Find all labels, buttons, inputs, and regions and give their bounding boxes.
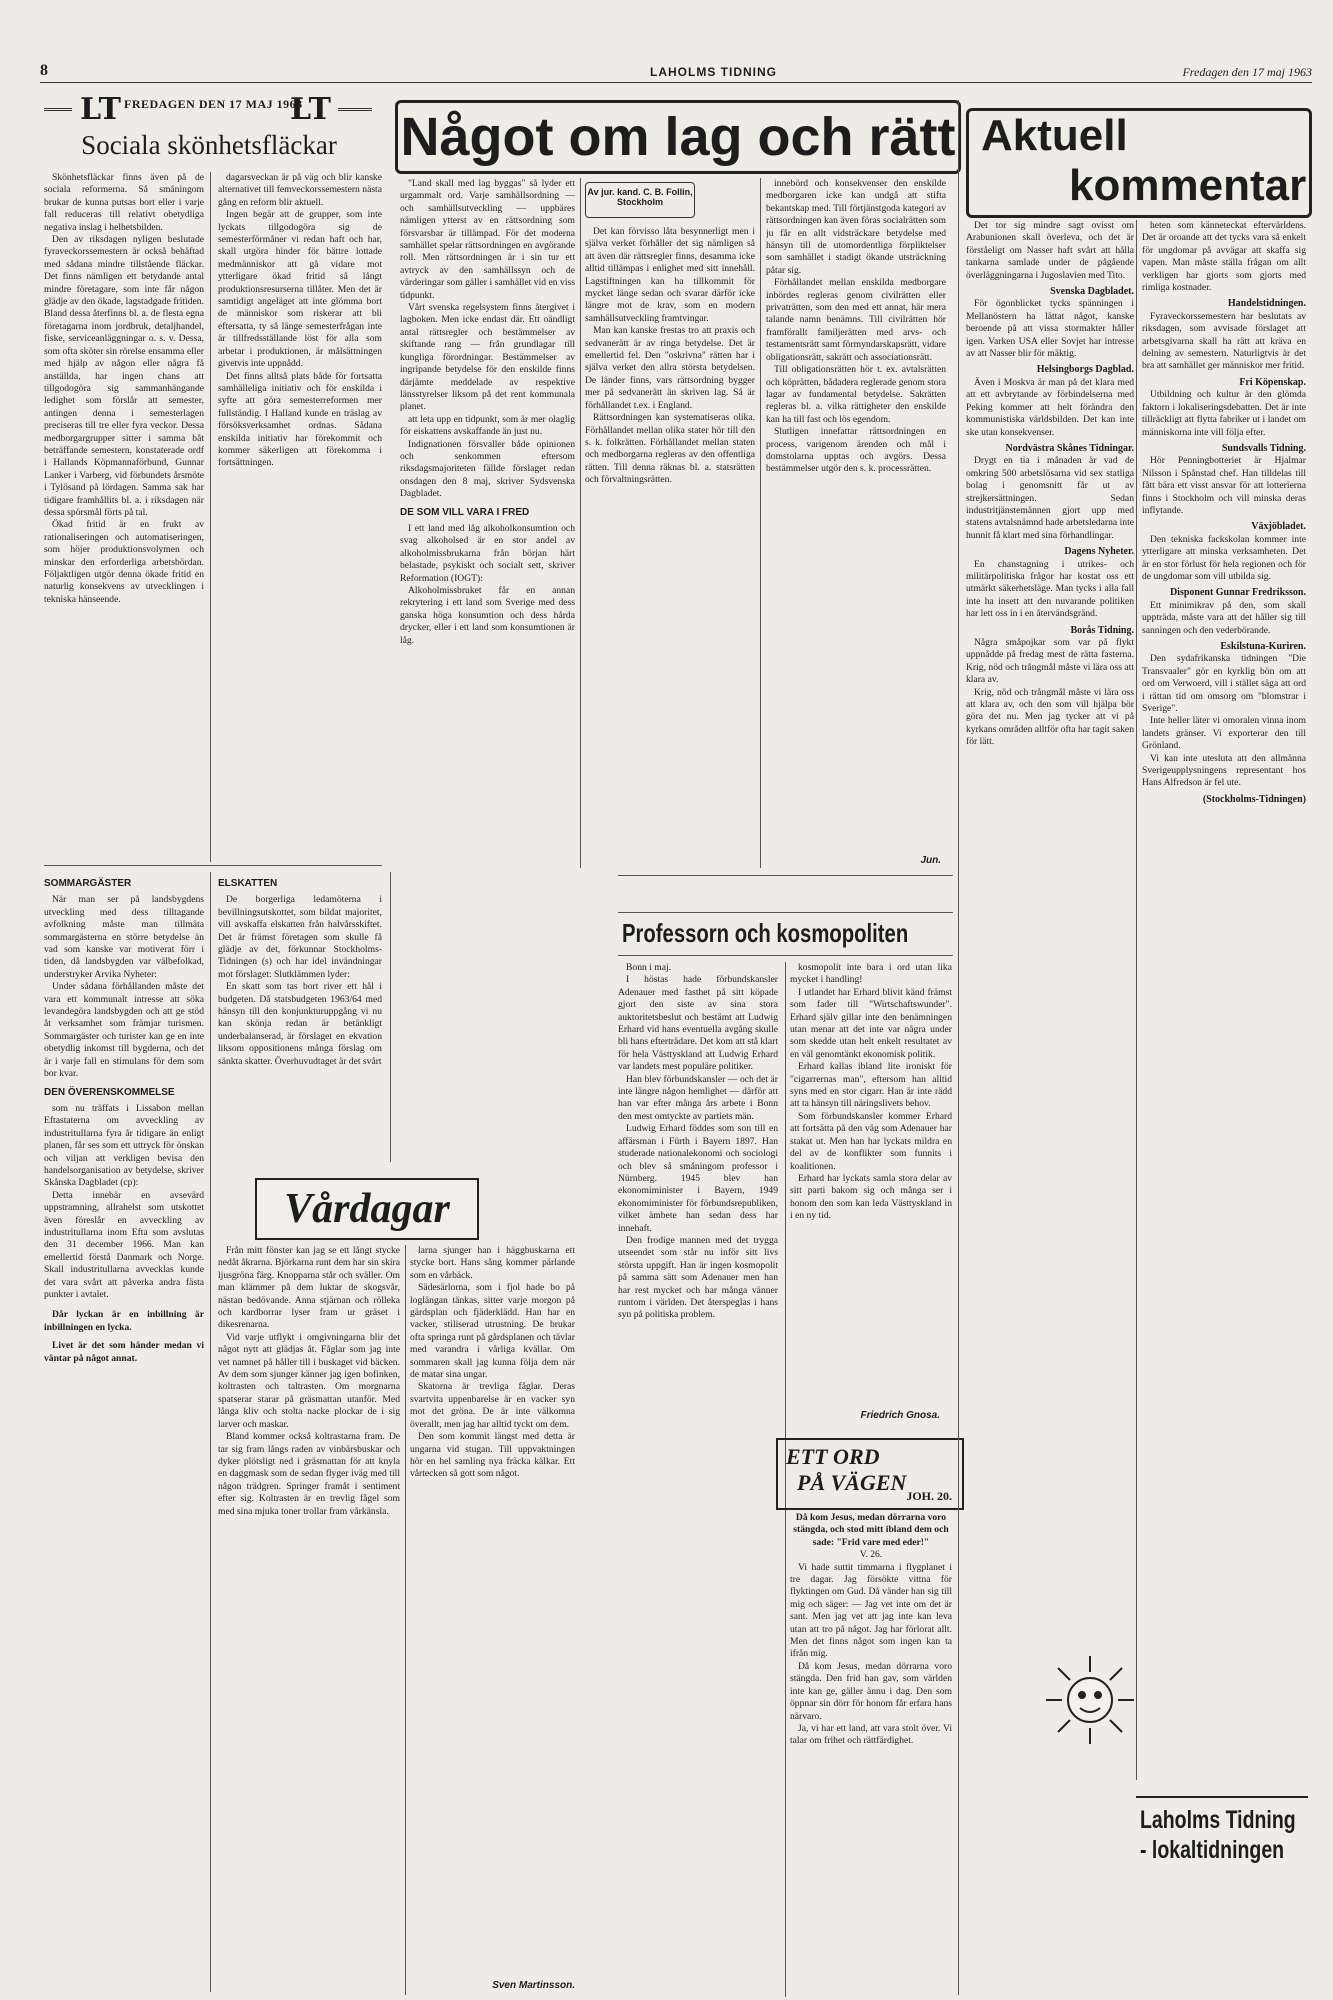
lag-para: Slutligen innefattar rättsordningen en process, varigenom ärenden och mål i domstolarna upptas och avgörs. Dessa bestämmelser utgör den s. k. processrätten.: [766, 426, 946, 475]
lt-para: Ökad fritid är en frukt av rationaliseringen och automatiseringen, som höjer produktionsvolymen och minskar den erforderliga arbetsbördan. Följaktligen utgör denna ökade fritid en naturlig konsekvens av utvecklingen i tekniska hänseende.: [44, 519, 204, 605]
lag-para: Till obligationsrätten hör t. ex. avtalsrätten och köprätten, bådadera reglerade genom stora lagar av fundamental betydelse. Sakrätten regleras bl. a. vilka rättigheter den enskilde kan ha till fast och lös egendom.: [766, 364, 946, 425]
aktuell-source: Disponent Gunnar Fredriksson.: [1169, 587, 1306, 599]
lag-col-3: [766, 178, 946, 848]
aktuell-para: Några småpojkar som var på flykt uppnådde på fredag mest de rätta fasterna. Krig, nöd och trångmål måste vi lära oss att klara av.: [966, 637, 1134, 686]
professor-para: Den frodige mannen med det trygga utseendet som står nu inför sitt livs största uppgift. Han är ingen kosmopolit på samma sätt som Adenauer men han har rest mycket och har många vänner runtom i världen. Det återspeglas i hans syn på politiska problem.: [618, 1234, 778, 1321]
lt-headline: Sociala skönhetsfläckar: [81, 130, 337, 160]
aktuell-source: Borås Tidning.: [1070, 624, 1134, 636]
overens-para: som nu träffats i Lissabon mellan Eftastaterna om avveckling av industritullarna fyra år tidigare än enligt planen, får ses som ett uttryck för önskan och viljan att verkligen bevisa den handelsorganisation av betydelse, skriver Skånska Dagbladet (cp):: [44, 1102, 204, 1189]
aktuell-source: Växjöbladet.: [1251, 521, 1306, 533]
professor-para: I utlandet har Erhard blivit känd främst som fader till "Wirtschaftswunder". Erhard själv gillar inte den benämningen utan menar att det inte var några under som skedde utan helt enkelt resultatet av en väl genomtänkt ekonomisk politik.: [790, 986, 952, 1060]
aktuell-para: heten som känneteckat eftervärldens. Det är oroande att det tycks vara så enkelt för ungdomar på avvägar att skaffa sig vapen. Man måste ställa frågan om allt verkligen har gjorts som gjorts med rimliga kostnader.: [1142, 220, 1306, 294]
lt-date: FREDAGEN DEN 17 MAJ 1963: [124, 97, 303, 111]
aktuell-para: Vi kan inte utesluta att den allmänna Sverigeupplysningens representant hos Hans Alfredson är fel ute.: [1142, 752, 1306, 789]
lag-para: Vårt svenska regelsystem finns återgivet i lagboken. Men icke endast där. Ett oändligt antal rättsregler och bestämmelser av skiftande rang — från grundlagar till kungliga förordningar. Bestämmelser av ingripande betydelse för den enskilde finns därjämte meddelade av respektive länsstyrelser liksom på det rent kommunala planet.: [400, 302, 575, 413]
lag-para: Alkoholmissbruket får en annan rekrytering i ett land som Sverige med dess ganska höga konsumtion och dess hårda drycker, eller i ett land som konsumtionen är låg.: [400, 585, 575, 646]
aktuell-source: Sundsvalls Tidning.: [1221, 442, 1306, 454]
running-header: [40, 62, 1312, 82]
professor-para: Han blev förbundskansler — och det är inte längre någon hemlighet — därför att han var efter många års arbete i Bonn den mest omtyckte av partiets män.: [618, 1073, 778, 1122]
lag-headline: Något om lag och rätt: [400, 107, 956, 167]
sun-illustration: [1040, 1650, 1140, 1750]
vardagar-para: Den som kommit längst med detta är ungarna vid stugan. Till uppvaktningen hör en hel samling nya fräcka kälkar. Ett vårtecken så gott som något.: [410, 1431, 575, 1480]
ettord-title: ETT ORD PÅ VÄGEN: [786, 1444, 907, 1495]
lag-para: Det kan förvisso låta besynnerligt men i själva verket förhåller det sig nämligen så att även där rättsregler finns, desamma icke alltid tillämpas i enlighet med sitt innehåll. Lagstiftningen kan ha tillkommit för mycket länge sedan och svarar därför icke längre mot de krav, som en modern samhällsutveckling framtvingar.: [585, 226, 755, 324]
aktuell-source: (Stockholms-Tidningen): [1202, 793, 1306, 805]
sommargaster-para: Under sådana förhållanden måste det vara ett kommunalt intresse att söka levandegöra landsbygden och att ge stöd åt verksamhet som främjar turismen. Sommargäster och turister kan ge en inte obetydlig inkomst till bygderna, och det är i varje fall en stimulans för dem som bor kvar.: [44, 981, 204, 1080]
aktuell-para: Även i Moskva är man på det klara med att ett avbrytande av förbindelserna med Peking kommer att helt förändra den kommunistiska världsbilden. Det kan inte ske utan konsekvenser.: [966, 376, 1134, 438]
vardagar-col-2: [410, 1245, 575, 1975]
lt-para: dagarsveckan är på väg och blir kanske alternativet till femveckorssemestern nästa gång en reform blir aktuell.: [218, 172, 382, 208]
ettord-para: Vi hade suttit timmarna i flygplanet i tre dagar. Jag försökte vittna för flyktingen om Gud. Då vänder han sig till mig och säger: — Jag vet inte om det är sant. Men jag vet att jag inte kan leva utan att tro på något. Jag har förlorat allt. Men det finns något som ingen kan ta ifrån mig.: [790, 1561, 952, 1660]
aktuell-source: Fri Köpenskap.: [1239, 376, 1306, 388]
aktuell-source: Nordvästra Skånes Tidningar.: [1005, 442, 1134, 454]
aktuell-para: Drygt en tia i månaden är vad de omkring 500 arbetslösarna vid sex statliga bolag i genomsnitt får ut av strejkersättningen. Sedan industritjänstemännen gjort upp med statens avtalsnämnd hade arbetsledarna inte hunnit få klart med sina förhandlingar.: [966, 455, 1134, 541]
professor-headline: Professorn och kosmopoliten: [622, 918, 909, 948]
aktuell-col-1: [966, 220, 1134, 1780]
lt-logo-right: LT: [290, 92, 331, 127]
sommargaster-para: När man ser på landsbygdens utveckling med dess tilltagande avfolkning måste man tillmäta sommargästerna en större betydelse än vad som kanske var motiverat förr i tiden, då landsbygden var välbefolkad, understryker Arvika Nyheter:: [44, 894, 204, 980]
aktuell-para: Hör Penningbotteriet är Hjalmar Nilsson i Spånstad chef. Han tilldelas till fått bära ett visst ansvar för att lotterierna finns i Stockholm och vill minska deras inflytande.: [1142, 455, 1306, 516]
aktuell-para: Utbildning och kultur är den glömda faktorn i lokaliseringsdebatten. Det är inte tillräckligt att flytta fabriker ut i landet om människorna inte vill följa efter.: [1142, 389, 1306, 438]
lt-para: Skönhetsfläckar finns även på de sociala reformerna. Så småningom brukar de kunna putsas bort eller i varje fall reduceras till relativt obetydliga negativa inslag i helhetsbilden.: [44, 172, 204, 233]
lag-subheading: DE SOM VILL VARA I FRED: [400, 506, 530, 518]
ad-text: Laholms Tidning - lokaltidningen: [1140, 1806, 1296, 1864]
vardagar-para: Bland kommer också koltrastarna fram. De tar sig fram långs raden av vinbärsbuskar och dyker plötsligt ned i gräsmattan för att knyla en daggmask som de sedan flyger iväg med till någon trädgren. Springer framåt i sentiment efter sig. Koltrasten är en trevlig fågel som med sina mjuka toner trollar fram vårkänsla.: [218, 1431, 400, 1517]
lt-col-2: [218, 172, 382, 862]
issue-date: Fredagen den 17 maj 1963: [1182, 65, 1312, 79]
aktuell-para: Fyraveckorssemestern har beslutats av riksdagen, som avvisade förslaget att arbetsgivarna skall ha rätt att kräva en delning av semestern. Naturligtvis är det bra att samhället ger människor mer fritid.: [1142, 310, 1306, 372]
aktuell-para: Krig, nöd och trångmål måste vi lära oss att klara av, och den som vill hjälpa bör göra det nu. Men jag tycker att vi på kyrkans områden alltför ofta har tagit saken för lätt.: [966, 686, 1134, 748]
elskatten-column: [218, 872, 382, 1162]
aktuell-source: Helsingborgs Dagblad.: [1036, 364, 1134, 376]
lag-para: Förhållandet mellan enskilda medborgare inbördes regleras genom civilrätten eller privaträtten, som den med ett annat, här mera talande namn benämns. Till civilrätten hör framförallt familjerätten med arvs- och testamentsrätt samt förmyndarskapsrätt, vidare obligationsrätt, sakrätt och associationsrätt.: [766, 277, 946, 363]
aktuell-source: Dagens Nyheter.: [1064, 546, 1134, 558]
lt-para: Ingen begär att de grupper, som inte lyckats tillgodogöra sig de semesterförmåner vi redan haft och har, skall utgöra hinder för bättre lottade medmänniskor att gå vidare mot ytterligare ökad fritid så långt produktionsresurserna tillåter. Men det är samtidigt angeläget att inte glömma bort de människor som riskerar att bli eftersatta, ty så länge semesterfrågan inte är tillfredsställande löst för alla som arbetar i produktionen, är målsättningen givetvis inte uppnådd.: [218, 209, 382, 370]
aktuell-title-box: [966, 108, 1312, 218]
professor-col-1: [618, 962, 778, 1997]
sommargaster-heading: SOMMARGÄSTER: [44, 878, 132, 889]
aktuell-source: Eskilstuna-Kuriren.: [1220, 641, 1306, 652]
ettord-verse: V. 26.: [859, 1549, 883, 1561]
lag-title-box: [395, 100, 961, 174]
lag-byline: Av jur. kand. C. B. Follin, Stockholm: [585, 182, 695, 218]
aktuell-para: Inte heller läter vi omoralen vinna inom landets gränser. Vi exporterar den till Grönland.: [1142, 715, 1306, 752]
lag-para: "Land skall med lag byggas" så lyder ett urgammalt ord. Varje samhällsordning — och samhällsutveckling — uppbäres nämligen ytterst av en rättsordning som försvarsbar är tillämpad. För det moderna samhället spelar rättsordningen en avgörande roll. Men rättsordningen är i sin tur ett avtryck av den samhällssyn och de värderingar som gäller i samhället vid en viss tidpunkt.: [400, 178, 575, 301]
vardagar-para: Från mitt fönster kan jag se ett långt stycke nedåt åkrarna. Björkarna runt dem har sin skira ljusgröna färg. Knopparna står och sväller. Om man klämmer på dem luktar de skogsvår, nästan bedövande. Anna stjärnan och rölleka och kardborrar lyser fram ur gräset i dikesrenarna.: [218, 1245, 400, 1331]
professor-para: Ludwig Erhard föddes som son till en affärsman i Fürth i Bayern 1897. Han studerade nationalekonomi och sociologi och blev så småningom professor i Nürnberg. 1945 blev han ekonomiminister i Bayern, 1949 ekonomiminister för förbundsrepubliken, vilket ämbete han sedan dess har innehaft.: [618, 1123, 778, 1234]
ettord-box: [776, 1438, 964, 1510]
aktuell-para: En chanstagning i utrikes- och militärpolitiska frågor har kostat oss ett utmärkt säkerhetsläge. Man tycks i alla fall inte ha insett att den nuvarande politiken har lett oss in i en återvändsgränd.: [966, 558, 1134, 620]
aktuell-para: Den sydafrikanska tidningen "Die Transvaaler" gör en kyrklig bön om att ord om Verwoerd, vill i stället säga att ord i rättan tid om omsorg om "blomstrar i Sverige".: [1142, 653, 1306, 715]
lt-para: Det finns alltså plats både för fortsatta samhälleliga initiativ och för enskilda i syfte att göra semesterreformen mer fullständig. I Halland kunde en träslag av försöksverksamhet ordnas. Sådana enskilda initiativ har förekommit och kommer säkerligen att förekomma i fortsättningen.: [218, 370, 382, 469]
vardagar-title: Vårdagar: [255, 1178, 479, 1240]
vardagar-para: Sädesärlorna, som i fjol hade bo på loglängan tänkas, sitter varje morgon på gärdsplan och fjäderklädd. Han har en vacker, stiliserad utrustning. De brukar ofta springa runt på gårdsplanen och tävlar med varandra i vårliga kvällar. Om sommaren skall jag kunna följa dem när de matar sina ungar.: [410, 1282, 575, 1381]
aktuell-para: För ögonblicket tycks spänningen i Mellanöstern ha lättat något, kanske beroende på att vissa stormakter håller igen. Varken USA eller Sovjet har intresse av att Nasser blir för mäktig.: [966, 298, 1134, 360]
lt-header: [44, 92, 374, 127]
left-column: [44, 872, 204, 1997]
aktuell-para: Den tekniska fackskolan kommer inte ytterligare att minska verksamheten. Det är en stor förlust för hela regionen och för de ungdomar som vill utbilda sig.: [1142, 533, 1306, 582]
lag-para: Man kan kanske frestas tro att praxis och sedvanerätt är av ringa betydelse. Det är emellertid fel. Den "oskrivna" rätten har i själva verket den allra största betydelsen. De länder finns, vars rättsordning bygger mer på sedvanerätt än skriven lag. Så är förhållandet t.ex. i England.: [585, 325, 755, 411]
ettord-para: Då kom Jesus, medan dörrarna voro stängda. Den frid han gav, som världen inte kan ge, gäller ännu i dag. Den som öppnar sin dörr för honom får erfara hans närvaro.: [790, 1660, 952, 1722]
page-number: 8: [40, 62, 48, 79]
ettord-column: [790, 1512, 952, 1997]
lt-logo-left: LT: [80, 92, 121, 127]
professor-para: Erhard har lyckats samla stora delar av sitt parti bakom sig och många ser i honom den som kan leda Västtyskland in i en ny tid.: [790, 1172, 952, 1222]
lt-col-1: [44, 172, 204, 862]
professor-para: Bonn i maj.: [626, 962, 672, 973]
elskatten-para: De borgerliga ledamöterna i bevillningsutskottet, som bildat majoritet, vill avskaffa elskatten från halvårsskiftet. Det är främst företagen som skulle få glädje av det, förkunnar Stockholms-Tidningen (s) och har idel invändningar mot förslaget: Slutklämmen lyder:: [218, 894, 382, 980]
lag-para: Indignationen försvaller både opinionen och senkommen eftersom riksdagsmajoriteten fällde förslaget redan onsdagen den 8 maj, skriver Sydsvenska Dagbladet.: [400, 438, 575, 500]
lag-signer: Jun.: [920, 855, 941, 866]
aktuell-source: Handelstidningen.: [1227, 298, 1306, 310]
professor-signer: Friedrich Gnosa.: [860, 1410, 940, 1421]
aphorism: Dår lyckan är en inbillning är inbillningen en lycka.: [44, 1309, 204, 1333]
vardagar-para: Skatorna är trevliga fåglar. Deras svartvita uppenbarelse är en vacker syn mot det gröna. De är inte välkomna överallt, men jag har alltid tyckt om dem.: [410, 1381, 575, 1430]
lag-col-2: [585, 226, 755, 866]
elskatten-para: En skatt som tas bort river ett hål i budgeten. Då statsbudgeten 1963/64 med hänsyn till den konjunkturuppgång vi nu kan skönja redan är betänkligt underbalanserad, är förslaget en ekvation liksom oppositionens många förslag om sänkta skatter. Överhuvudtaget är det svårt: [218, 981, 382, 1067]
professor-para: kosmopolit inte bara i ord utan lika mycket i handling!: [790, 962, 952, 986]
ettord-lead: Då kom Jesus, medan dörrarna voro stängda, och stod mitt ibland dem och sade: "Frid vare med eder!": [793, 1512, 949, 1548]
ettord-para: Ja, vi har ett land, att vara stolt över. Vi talar om frihet och rättfärdighet.: [790, 1722, 952, 1747]
vardagar-col-1: [218, 1245, 400, 1995]
professor-col-2: [790, 962, 952, 1412]
lt-para: Den av riksdagen nyligen beslutade fyraveckorssemestern är också behäftad med sådana mindre tillstående fläckar. Det finns nämligen ett betydande antal mindre företagare, som inte får någon glädje av den ökade, lagstadgade fritiden. Bland dessa återfinns bl. a. de flesta egna företagarna inom jordbruk, detaljhandel, fiske, serviceanläggningar o. s. v. Dessa, som ofta sköter sin rörelse ensamma eller med hjälp av någon eller några få anställda, har ingen chans att tillgodogöra sig sammanhängande ledighet som förslår att semester, antingen denna i semesterlagen preciseras till tre eller fyra veckor. Dessa medborgargrupper sitter i samma båt beträffande semestern, konstaterade ordf i Hallands Köpmannaförbund, Gunnar Lanker i Varberg, vid förbundets årsmöte i Tylösand på lördagen. Samma sak har tidigare framhållits bl. a. i riksdagen när dessa spörsmål förts på tal.: [44, 234, 204, 518]
professor-para: I höstas hade förbundskansler Adenauer med fasthet på sitt köpade gjort den siste av sina stora auktoritetsbeslut och bestämt att Ludwig Erhard vid hans eventuella avgång skulle bli hans efterträdare. Det kom att stå klart för hela Västtyskland att Ludwig Erhard var landets mest populäre politiker.: [618, 974, 778, 1073]
aktuell-headline-1: Aktuell: [981, 111, 1128, 160]
vardagar-signer: Sven Martinsson.: [492, 1980, 575, 1991]
vardagar-para: larna sjunger han i häggbuskarna ett stycke bort. Hans sång kommer pärlande som en vårbäck.: [410, 1245, 575, 1281]
aktuell-col-2: [1142, 220, 1306, 1790]
overens-heading: DEN ÖVERENSKOMMELSE: [44, 1086, 175, 1098]
lag-col-1: [400, 178, 575, 868]
lag-para: att leta upp en tidpunkt, som är mer olaglig för eiskattens avskaffande än just nu.: [400, 413, 575, 438]
aktuell-source: Svenska Dagbladet.: [1050, 286, 1134, 298]
lag-para: Rättsordningen kan systematiseras olika. Förhållandet mellan olika stater hör till den s. k. folkrätten. Förhållandet mellan staten och medborgarna regleras av den offentliga rätten. Till denna räknas bl. a. statsrätten och förvaltningsrätten.: [585, 412, 755, 486]
ettord-ref: JOH. 20.: [906, 1489, 952, 1503]
lag-para: I ett land med låg alkoholkonsumtion och svag alkoholsed är en stor andel av alkoholmissbrukarna från början härt belastade, psykiskt och socialt sett, skriver Reformation (IOGT):: [400, 522, 575, 584]
aktuell-headline-2: kommentar: [1069, 161, 1307, 210]
professor-para: Som förbundskansler kommer Erhard att fortsätta på den väg som Adenauer har stakat ut. Men han har lyckats mildra en del av de konflikter som funnits i koalitionen.: [790, 1110, 952, 1172]
paper-name: LAHOLMS TIDNING: [650, 65, 777, 79]
lag-para: innebörd och konsekvenser den enskilde medborgaren icke kan undgå att stifta bekantskap med. Till förtjänstgoda kategori av rättsordningen kan även föras socialrätten som ju får en allt vidsträckare betydelse med hänsyn till de utomordentliga förpliktelser som samhället i stadigt ökande utsträckning påtar sig.: [766, 178, 946, 276]
aphorism: Livet är det som händer medan vi väntar på något annat.: [44, 1340, 204, 1364]
aktuell-para: Ett minimikrav på den, som skall uppträda, måste vara att det håller sig till sanningen och den vederbörande.: [1142, 599, 1306, 636]
professor-para: Erhard kallas ibland lite ironiskt för "cigarrernas man", eftersom han alltid syns med en stor cigarr. Han är inte rädd att ta hänsyn till näringslivets behov.: [790, 1061, 952, 1110]
aktuell-para: Det tor sig mindre sagt ovisst om Arabunionen skall överleva, och det är förståeligt om Nasser haft svårt att hålla tankarna samlade under de pågående överläggningarna i Jugoslavien med Tito.: [966, 220, 1134, 281]
elskatten-heading: ELSKATTEN: [218, 878, 278, 889]
vardagar-para: Vid varje utflykt i omgivningarna blir det något nytt att glädjas åt. Fåglar som jag inte vet namnet på håller till i buskaget vid bäcken. Av dem som sjunger känner jag igen bofinken, koltrasten och taltrasten. Om morgnarna spatserar starar på gräsmattan utanför. Med långa kliv och stolta nacke plockar de i sig larver och maskar.: [218, 1331, 400, 1430]
overens-para: Detta innebär en avsevärd uppstramning, allrahelst som utskottet även föreslår en avveckling av industritullarna inom Efta som avslutas den 31 december 1966. Man kan emellertid förstå Danmark och Norge. Skall industritullarna avvecklas kunde det vara svårt att påverka andra fästa punkter i avtalet.: [44, 1189, 204, 1300]
header-rule: [40, 82, 1312, 83]
